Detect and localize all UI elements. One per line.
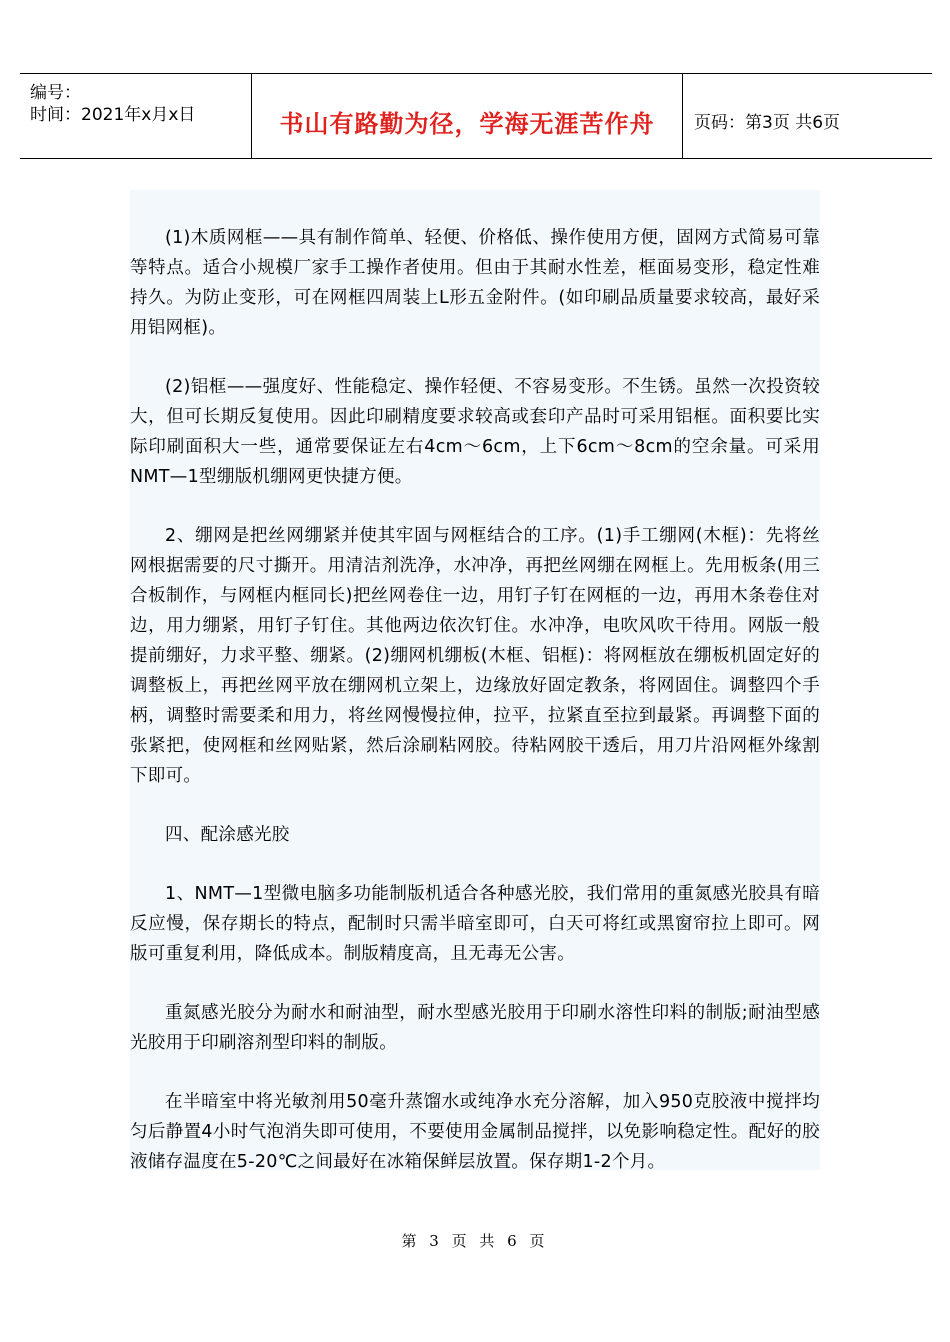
header-divider <box>682 74 683 158</box>
document-code-label: 编号： <box>30 83 81 103</box>
paragraph: 在半暗室中将光敏剂用50毫升蒸馏水或纯净水充分溶解，加入950克胶液中搅拌均匀后静置4小时气泡消失即可使用，不要使用金属制品搅拌，以免影响稳定性。配好的胶液储存温度在5-20℃之间最好在冰箱保鲜层放置。保存期1-2个月。 <box>130 1092 820 1172</box>
paragraph: (2)铝框——强度好、性能稳定、操作轻便、不容易变形。不生锈。虽然一次投资较大，但可长期反复使用。因此印刷精度要求较高或套印产品时可采用铝框。面积要比实际印刷面积大一些，通常要保证左右4cm～6cm，上下6cm～8cm的空余量。可采用NMT—1型绷版机绷网更快捷方便。 <box>130 377 820 487</box>
page-footer: 第 3 页 共 6 页 <box>401 1232 549 1250</box>
paragraph: 2、绷网是把丝网绷紧并使其牢固与网框结合的工序。(1)手工绷网(木框)：先将丝网根据需要的尺寸撕开。用清洁剂洗净，水冲净，再把丝网绷在网框上。先用板条(用三合板制作，与网框内框同长)把丝网卷住一边，用钉子钉在网框的一边，再用木条卷住对边，用力绷紧，用钉子钉住。其他两边依次钉住。水冲净，电吹风吹干待用。网版一般提前绷好，力求平整、绷紧。(2)绷网机绷板(木框、铝框)：将网框放在绷板机固定好的调整板上，再把丝网平放在绷网机立架上，边缘放好固定教条，将网固住。调整四个手柄，调整时需要柔和用力，将丝网慢慢拉伸，拉平，拉紧直至拉到最紧。再调整下面的张紧把，使网框和丝网贴紧，然后涂刷粘网胶。待粘网胶干透后，用刀片沿网框外缘割下即可。 <box>130 526 820 786</box>
paragraph: (1)木质网框——具有制作简单、轻便、价格低、操作使用方便，固网方式简易可靠等特点。适合小规模厂家手工操作者使用。但由于其耐水性差，框面易变形，稳定性难持久。为防止变形，可在网框四周装上L形五金附件。(如印刷品质量要求较高，最好采用铝网框)。 <box>130 228 820 338</box>
header-page-info: 页码：第3页 共6页 <box>694 113 841 133</box>
paragraph: 重氮感光胶分为耐水和耐油型，耐水型感光胶用于印刷水溶性印料的制版;耐油型感光胶用于印刷溶剂型印料的制版。 <box>130 1003 820 1053</box>
document-body <box>130 190 820 1170</box>
header-meta <box>30 82 195 126</box>
paragraph: 1、NMT—1型微电脑多功能制版机适合各种感光胶，我们常用的重氮感光胶具有暗反应慢，保存期长的特点，配制时只需半暗室即可，白天可将红或黑窗帘拉上即可。网版可重复利用，降低成本。制版精度高，且无毒无公害。 <box>130 884 820 964</box>
section-heading: 四、配涂感光胶 <box>165 825 290 845</box>
document-time-label: 时间：2021年x月x日 <box>30 105 196 125</box>
header-motto: 书山有路勤为径，学海无涯苦作舟 <box>279 109 655 138</box>
page-header <box>20 73 932 159</box>
